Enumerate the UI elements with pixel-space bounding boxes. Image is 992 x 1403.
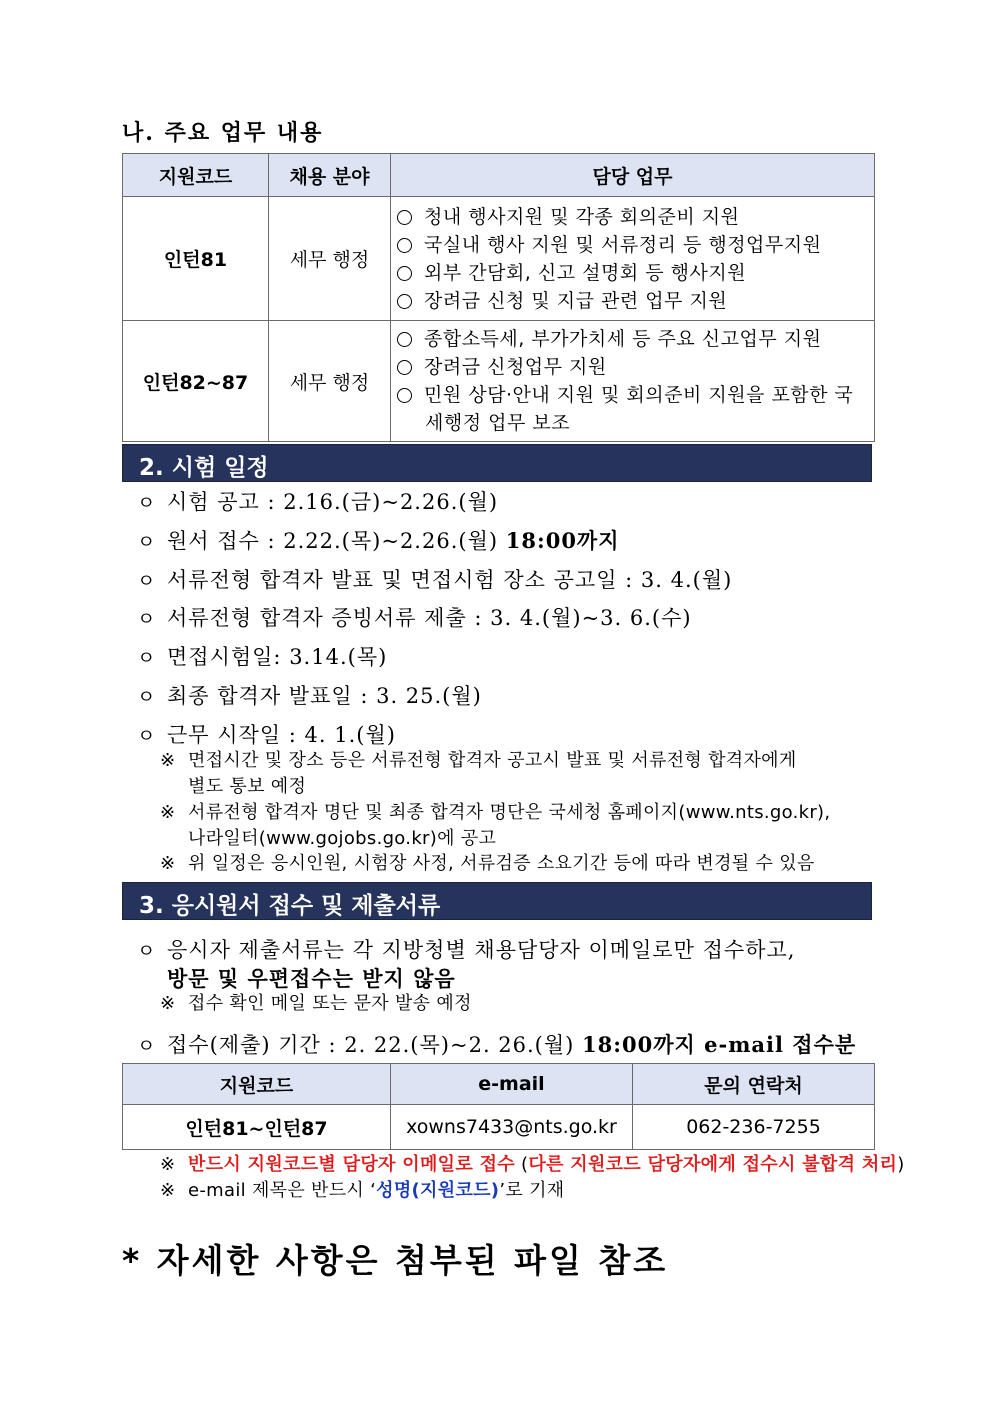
- section-bar-schedule: [122, 444, 872, 482]
- reference-mark-icon: ※: [160, 802, 176, 823]
- schedule-item: ㅇ 서류전형 합격자 발표 및 면접시험 장소 공고일 : 3. 4.(월): [137, 568, 733, 592]
- application-item: ㅇ 응시자 제출서류는 각 지방청별 채용담당자 이메일로만 접수하고,: [137, 938, 796, 962]
- schedule-item: ㅇ 근무 시작일 : 4. 1.(월): [137, 723, 396, 747]
- footer-notice: * 자세한 사항은 첨부된 파일 참조: [122, 1241, 669, 1280]
- bullet-icon: ㅇ: [137, 531, 157, 553]
- header-tasks: 담당 업무: [391, 154, 875, 197]
- bullet-icon: ㅇ: [137, 608, 157, 630]
- table-row: [123, 197, 875, 321]
- bullet-icon: ㅇ: [137, 647, 157, 669]
- header-phone: 문의 연락처: [633, 1064, 875, 1105]
- application-item-cont: 방문 및 우편접수는 받지 않음: [167, 966, 456, 991]
- circle-bullet-icon: [397, 360, 412, 375]
- bullet-icon: ㅇ: [137, 940, 157, 962]
- warning-note: ※ 반드시 지원코드별 담당자 이메일로 접수 (다른 지원코드 담당자에게 접수시 불합격 처리): [160, 1152, 905, 1178]
- contact-email: xowns7433@nts.go.kr: [391, 1105, 633, 1150]
- circle-bullet-icon: [397, 388, 412, 403]
- task-item: 장려금 신청 및 지급 관련 업무 지원: [395, 287, 872, 315]
- header-code: 지원코드: [123, 154, 269, 197]
- task-item: 장려금 신청업무 지원: [395, 353, 872, 381]
- bullet-icon: ㅇ: [137, 492, 157, 514]
- reference-mark-icon: ※: [160, 1154, 176, 1175]
- table-row: [123, 321, 875, 442]
- reference-mark-icon: ※: [160, 1180, 176, 1201]
- reference-mark-icon: ※: [160, 853, 176, 874]
- circle-bullet-icon: [397, 332, 412, 347]
- task-item: 민원 상담·안내 지원 및 회의준비 지원을 포함한 국세행정 업무 보조: [395, 381, 872, 437]
- circle-bullet-icon: [397, 294, 412, 309]
- section-bar-application: [122, 882, 872, 920]
- mail-subject-note: ※ e-mail 제목은 반드시 ‘성명(지원코드)’로 기재: [160, 1178, 564, 1204]
- row-field: 세무 행정: [269, 197, 391, 321]
- header-field: 채용 분야: [269, 154, 391, 197]
- contact-code: 인턴81~인턴87: [123, 1105, 391, 1150]
- task-item: 청내 행사지원 및 각종 회의준비 지원: [395, 203, 872, 231]
- schedule-item: ㅇ 최종 합격자 발표일 : 3. 25.(월): [137, 684, 482, 708]
- reference-mark-icon: ※: [160, 750, 176, 771]
- circle-bullet-icon: [397, 210, 412, 225]
- bullet-icon: ㅇ: [137, 686, 157, 708]
- bullet-icon: ㅇ: [137, 725, 157, 747]
- table-row: [123, 1105, 875, 1150]
- duty-table-header: [123, 154, 875, 197]
- task-item: 국실내 행사 지원 및 서류정리 등 행정업무지원: [395, 231, 872, 259]
- header-code: 지원코드: [123, 1064, 391, 1105]
- row-code: 인턴82~87: [123, 321, 269, 442]
- task-item: 외부 간담회, 신고 설명회 등 행사지원: [395, 259, 872, 287]
- duty-table: [122, 153, 875, 442]
- row-code: 인턴81: [123, 197, 269, 321]
- section-heading-duties: 나. 주요 업무 내용: [122, 120, 324, 146]
- circle-bullet-icon: [397, 238, 412, 253]
- reference-mark-icon: ※: [160, 993, 176, 1014]
- contact-phone: 062-236-7255: [633, 1105, 875, 1150]
- contact-table-header: [123, 1064, 875, 1105]
- application-note: ※ 접수 확인 메일 또는 문자 발송 예정: [160, 991, 472, 1017]
- task-item: 종합소득세, 부가가치세 등 주요 신고업무 지원: [395, 325, 872, 353]
- schedule-item: ㅇ 시험 공고 : 2.16.(금)~2.26.(월): [137, 490, 499, 514]
- row-field: 세무 행정: [269, 321, 391, 442]
- header-email: e-mail: [391, 1064, 633, 1105]
- contact-table: [122, 1063, 875, 1150]
- schedule-note: ※ 서류전형 합격자 명단 및 최종 합격자 명단은 국세청 홈페이지(www.nts.go.kr), 나라일터(www.gojobs.go.kr)에 공고: [160, 802, 831, 849]
- circle-bullet-icon: [397, 266, 412, 281]
- schedule-note: ※ 위 일정은 응시인원, 시험장 사정, 서류검증 소요기간 등에 따라 변경될 수 있음: [160, 851, 815, 877]
- schedule-item: ㅇ 원서 접수 : 2.22.(목)~2.26.(월) 18:00까지: [137, 528, 620, 553]
- section-title: 3. 응시원서 접수 및 제출서류: [139, 893, 441, 919]
- schedule-item: ㅇ 면접시험일: 3.14.(목): [137, 645, 388, 669]
- schedule-item: ㅇ 서류전형 합격자 증빙서류 제출 : 3. 4.(월)~3. 6.(수): [137, 606, 692, 630]
- schedule-note: ※ 면접시간 및 장소 등은 서류전형 합격자 공고시 발표 및 서류전형 합격자에게 별도 통보 예정: [160, 750, 797, 797]
- section-title: 2. 시험 일정: [139, 455, 269, 481]
- application-period: ㅇ 접수(제출) 기간 : 2. 22.(목)~2. 26.(월) 18:00까지 e-mail 접수분: [137, 1032, 857, 1057]
- row-tasks: [391, 321, 875, 442]
- row-tasks: [391, 197, 875, 321]
- bullet-icon: ㅇ: [137, 1035, 157, 1057]
- bullet-icon: ㅇ: [137, 570, 157, 592]
